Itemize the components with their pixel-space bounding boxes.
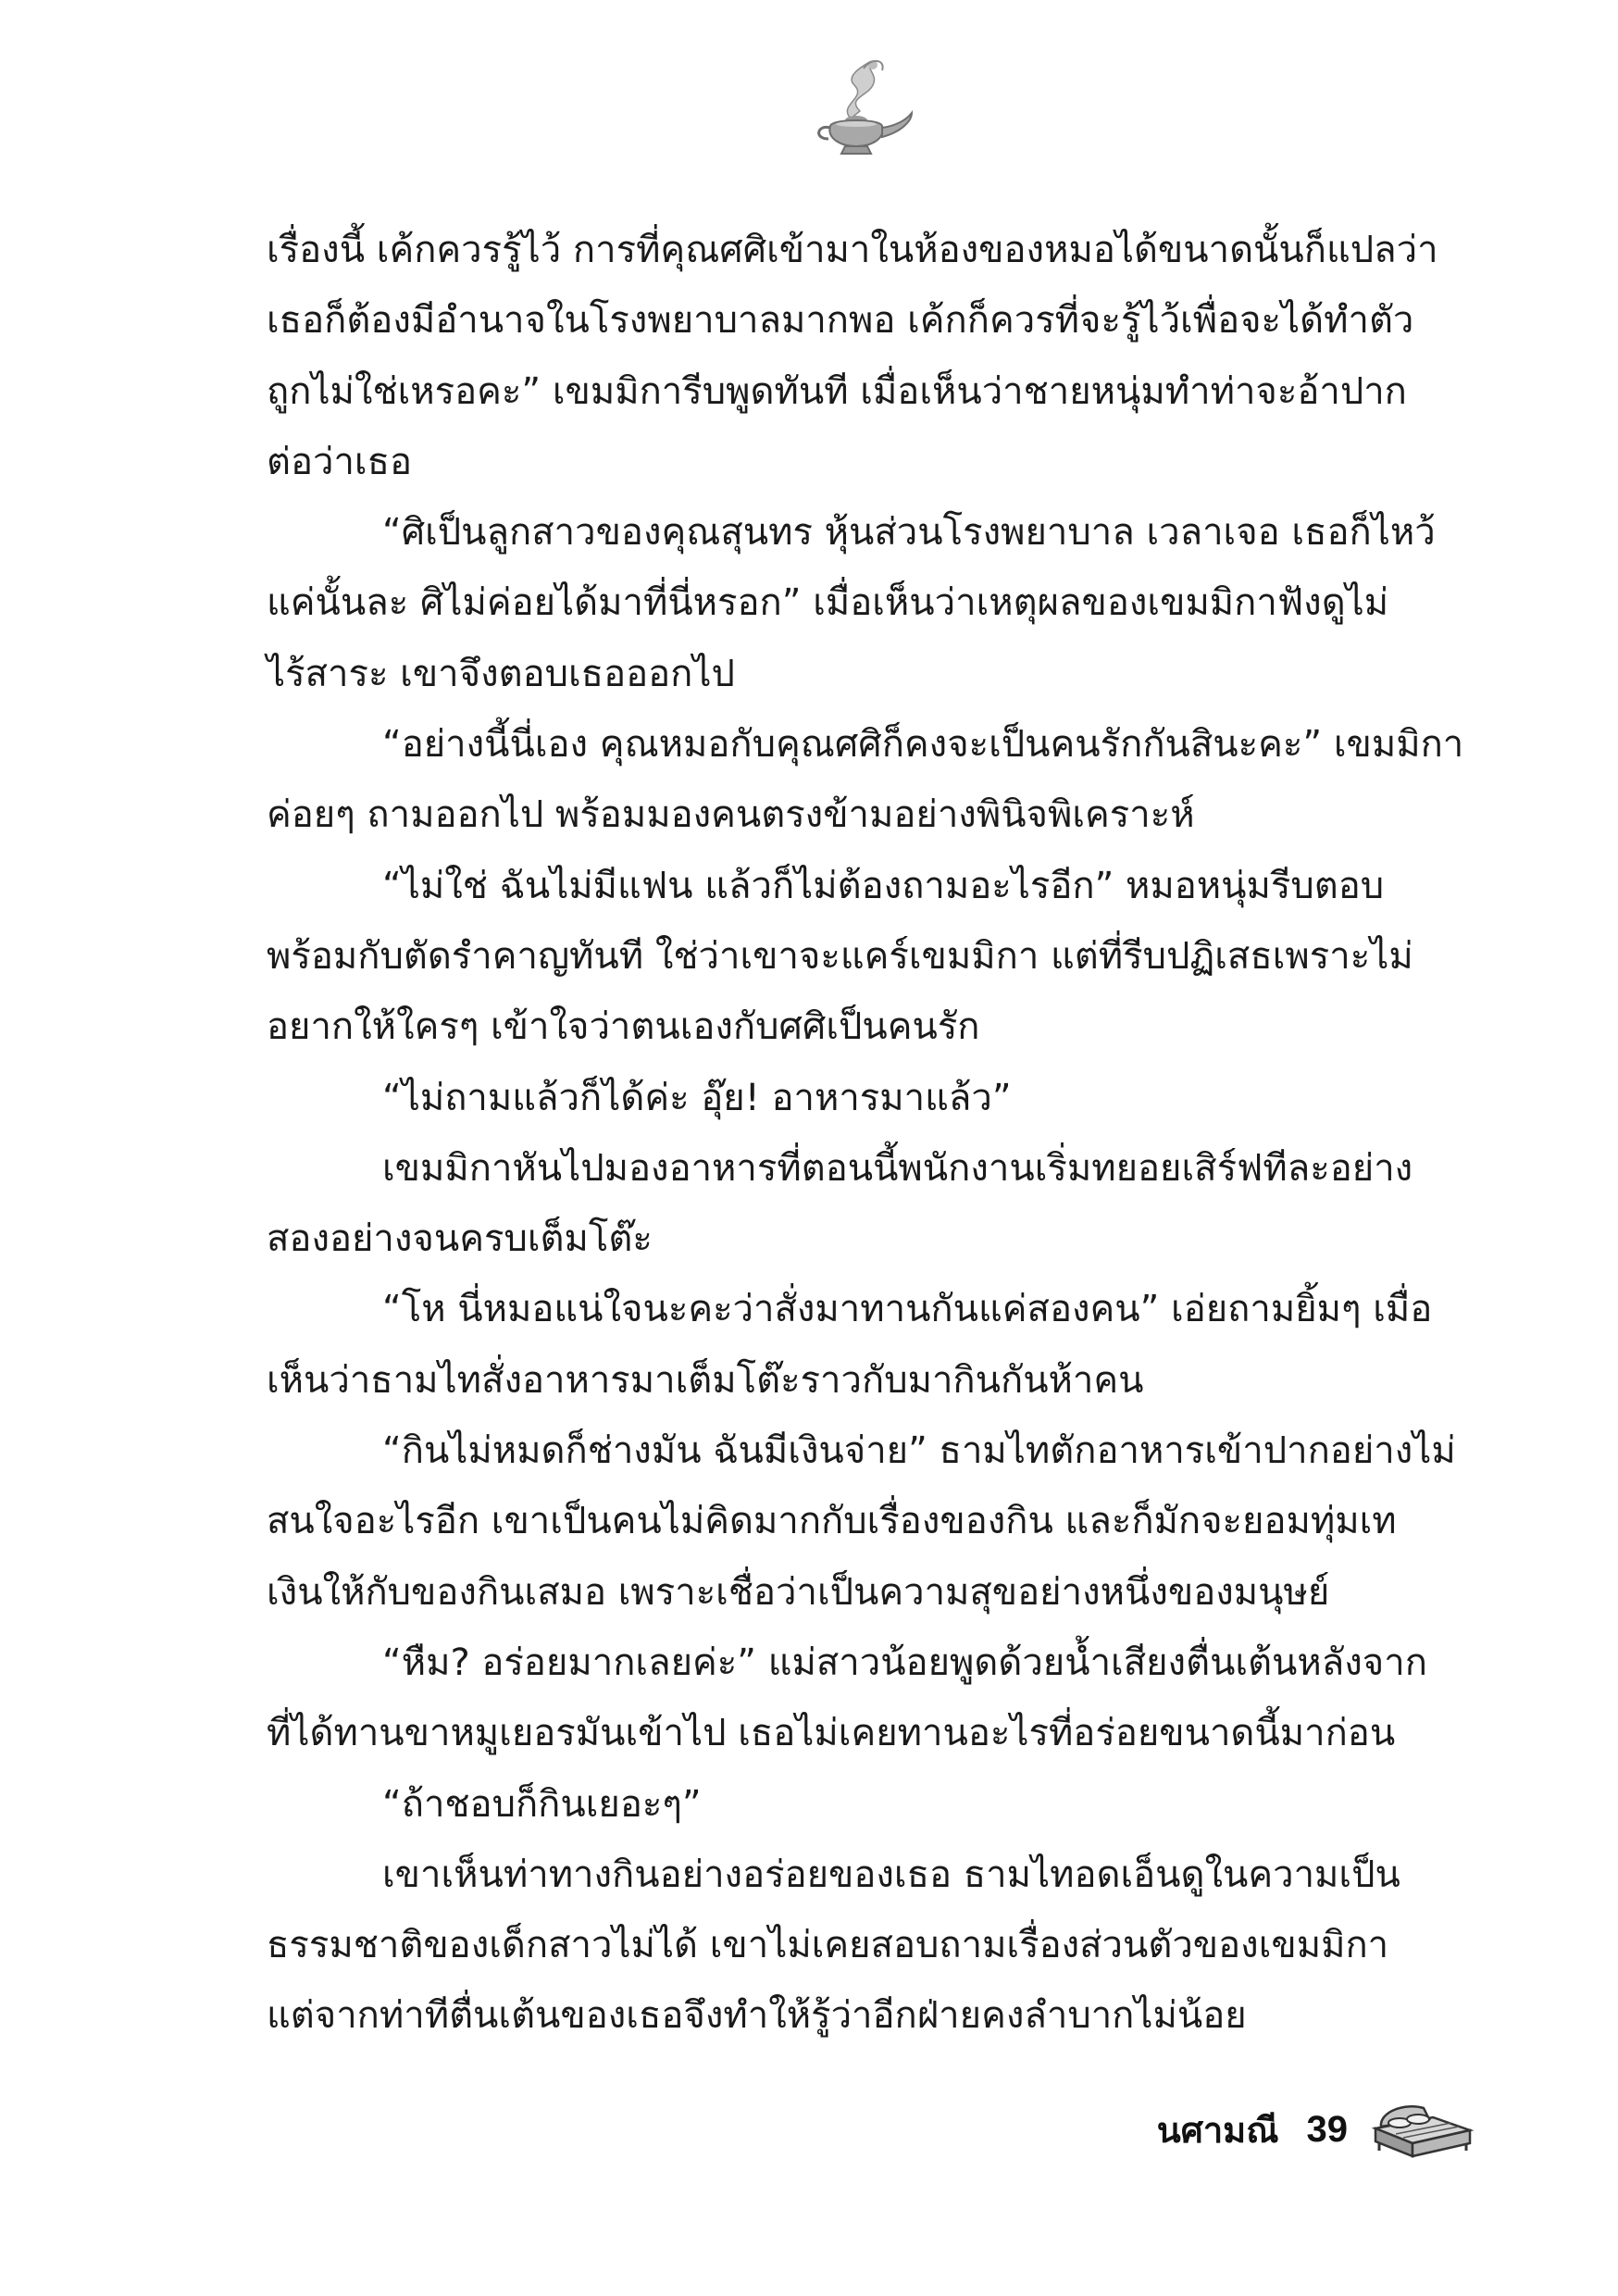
text-line: พร้อมกับตัดรำคาญทันที ใช่ว่าเขาจะแคร์เขมมิกา แต่ที่รีบปฏิเสธเพราะไม่ (267, 934, 1413, 978)
text-line: แต่จากท่าทีตื่นเต้นของเธอจึงทำให้รู้ว่าอีกฝ่ายคงลำบากไม่น้อย (267, 1994, 1247, 2038)
genie-lamp-icon (782, 54, 921, 165)
text-line: เขมมิกาหันไปมองอาหารที่ตอนนี้พนักงานเริ่มทยอยเสิร์ฟทีละอย่าง (382, 1146, 1413, 1190)
text-line: ต่อว่าเธอ (267, 440, 413, 483)
text-line: “ไม่ถามแล้วก็ได้ค่ะ อุ๊ย! อาหารมาแล้ว” (382, 1076, 1012, 1119)
text-line: เรื่องนี้ เค้กควรรู้ไว้ การที่คุณศศิเข้ามาในห้องของหมอได้ขนาดนั้นก็แปลว่า (267, 229, 1438, 271)
text-line: เงินให้กับของกินเสมอ เพราะเชื่อว่าเป็นความสุขอย่างหนึ่งของมนุษย์ (267, 1570, 1330, 1614)
text-line: เห็นว่าธามไทสั่งอาหารมาเต็มโต๊ะราวกับมากินกันห้าคน (267, 1358, 1144, 1402)
page-number: 39 (1306, 2108, 1348, 2150)
text-line: “ศิเป็นลูกสาวของคุณสุนทร หุ้นส่วนโรงพยาบาล เวลาเจอ เธอก็ไหว้ (382, 511, 1436, 555)
text-line: ค่อยๆ ถามออกไป พร้อมมองคนตรงข้ามอย่างพินิจพิเคราะห์ (267, 793, 1195, 837)
text-line: “โห นี่หมอแน่ใจนะคะว่าสั่งมาทานกันแค่สองคน” เอ่ยถามยิ้มๆ เมื่อ (382, 1288, 1433, 1331)
book-title: นศามณี (1156, 2109, 1279, 2151)
text-line: “อย่างนี้นี่เอง คุณหมอกับคุณศศิก็คงจะเป็นคนรักกันสินะคะ” เขมมิกา (382, 723, 1464, 767)
text-line: เขาเห็นท่าทางกินอย่างอร่อยของเธอ ธามไทอดเอ็นดูในความเป็น (382, 1853, 1400, 1896)
text-line: “หืม? อร่อยมากเลยค่ะ” แม่สาวน้อยพูดด้วยน้ำเสียงตื่นเต้นหลังจาก (382, 1641, 1427, 1684)
text-line: ธรรมชาติของเด็กสาวไม่ได้ เขาไม่เคยสอบถามเรื่องส่วนตัวของเขมมิกา (267, 1924, 1389, 1967)
text-line: ไร้สาระ เขาจึงตอบเธอออกไป (267, 652, 735, 695)
text-line: สองอย่างจนครบเต็มโต๊ะ (267, 1217, 653, 1261)
text-line: “ถ้าชอบก็กินเยอะๆ” (382, 1782, 702, 1826)
text-line: แค่นั้นละ ศิไม่ค่อยได้มาที่นี่หรอก” เมื่อเห็นว่าเหตุผลของเขมมิกาฟังดูไม่ (267, 581, 1389, 625)
bed-icon (1368, 2091, 1475, 2167)
text-line: เธอก็ต้องมีอำนาจในโรงพยาบาลมากพอ เค้กก็ควรที่จะรู้ไว้เพื่อจะได้ทำตัว (267, 299, 1414, 343)
text-line: ถูกไม่ใช่เหรอคะ” เขมมิการีบพูดทันที เมื่อเห็นว่าชายหนุ่มทำท่าจะอ้าปาก (267, 369, 1407, 413)
text-line: อยากให้ใครๆ เข้าใจว่าตนเองกับศศิเป็นคนรัก (267, 1005, 980, 1049)
body-text (267, 215, 1470, 2052)
page-footer (1157, 2088, 1475, 2171)
text-line: ที่ได้ทานขาหมูเยอรมันเข้าไป เธอไม่เคยทานอะไรที่อร่อยขนาดนี้มาก่อน (267, 1712, 1396, 1755)
text-line: “ไม่ใช่ ฉันไม่มีแฟน แล้วก็ไม่ต้องถามอะไรอีก” หมอหนุ่มรีบตอบ (382, 864, 1385, 907)
text-line: สนใจอะไรอีก เขาเป็นคนไม่คิดมากกับเรื่องของกิน และก็มักจะยอมทุ่มเท (267, 1500, 1397, 1543)
text-line: “กินไม่หมดก็ช่างมัน ฉันมีเงินจ่าย” ธามไทตักอาหารเข้าปากอย่างไม่ (382, 1429, 1456, 1473)
